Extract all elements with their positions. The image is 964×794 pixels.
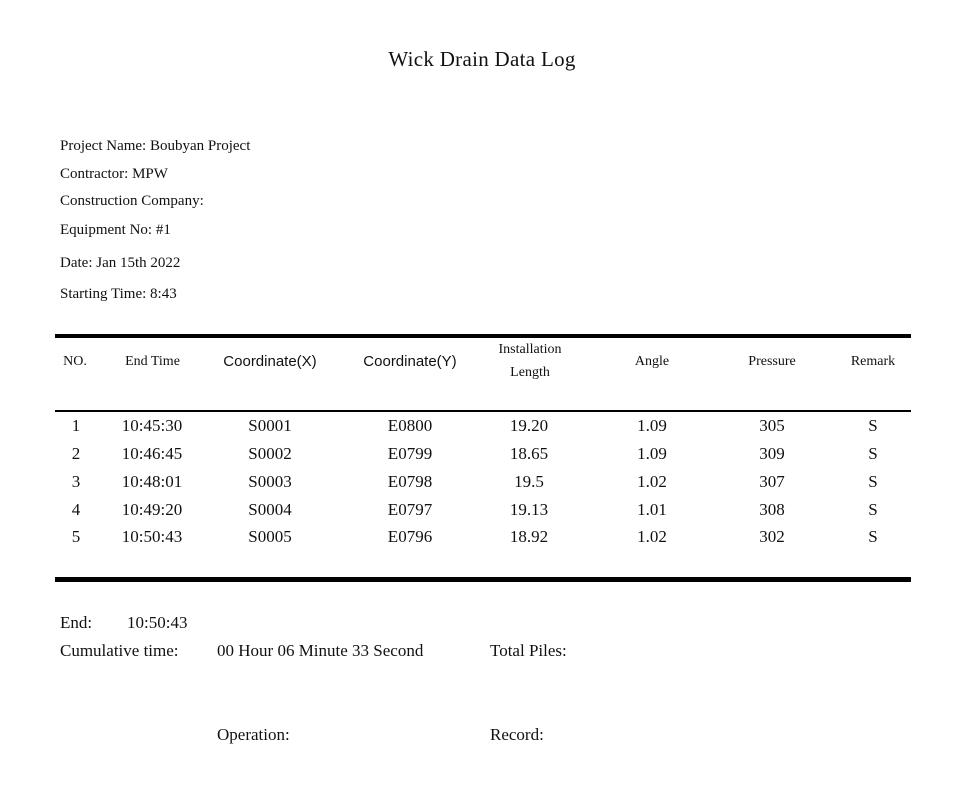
total-piles-label: Total Piles: bbox=[490, 641, 567, 660]
end-label: End: bbox=[60, 613, 93, 632]
starting-time-label: Starting Time: bbox=[60, 286, 147, 302]
header-coordinate-y: Coordinate(Y) bbox=[363, 353, 457, 370]
cell-remark: S bbox=[868, 444, 878, 463]
cell-pressure: 308 bbox=[759, 500, 785, 519]
cell-end-time: 10:45:30 bbox=[121, 416, 183, 435]
cell-installation-length: 18.65 bbox=[509, 444, 549, 463]
cell-pressure: 305 bbox=[759, 416, 785, 435]
contractor-value: MPW bbox=[132, 166, 168, 182]
cell-remark: S bbox=[868, 416, 878, 435]
cell-coordinate-y: E0799 bbox=[387, 444, 433, 463]
cell-coordinate-y: E0796 bbox=[387, 527, 433, 546]
date-label: Date: bbox=[60, 255, 93, 271]
cell-angle: 1.01 bbox=[637, 500, 667, 519]
project-name-label: Project Name: bbox=[60, 138, 147, 154]
cell-pressure: 302 bbox=[759, 527, 785, 546]
cell-pressure: 307 bbox=[759, 472, 785, 491]
cell-remark: S bbox=[868, 500, 878, 519]
cell-coordinate-x: S0001 bbox=[248, 416, 292, 435]
equipment-no-label: Equipment No: bbox=[60, 222, 153, 238]
project-name-value: Boubyan Project bbox=[149, 138, 251, 154]
cell-angle: 1.09 bbox=[637, 444, 667, 463]
end-value: 10:50:43 bbox=[127, 613, 188, 632]
header-angle: Angle bbox=[634, 354, 670, 369]
cell-no: 4 bbox=[71, 500, 81, 519]
cell-installation-length: 19.5 bbox=[514, 472, 544, 491]
starting-time-field bbox=[60, 286, 177, 303]
cell-coordinate-x: S0004 bbox=[248, 500, 292, 519]
cell-end-time: 10:48:01 bbox=[121, 472, 183, 491]
contractor-label: Contractor: bbox=[60, 166, 129, 182]
cell-installation-length: 18.92 bbox=[509, 527, 549, 546]
contractor-field bbox=[60, 166, 168, 183]
cell-angle: 1.02 bbox=[637, 527, 667, 546]
page-title: Wick Drain Data Log bbox=[388, 47, 576, 71]
header-no: NO. bbox=[63, 354, 87, 369]
cell-installation-length: 19.20 bbox=[509, 416, 549, 435]
cell-no: 1 bbox=[71, 416, 81, 435]
cell-coordinate-y: E0800 bbox=[387, 416, 433, 435]
cell-angle: 1.09 bbox=[637, 416, 667, 435]
cumulative-time-label: Cumulative time: bbox=[60, 641, 179, 660]
cell-pressure: 309 bbox=[759, 444, 785, 463]
cell-end-time: 10:50:43 bbox=[121, 527, 183, 546]
header-length: Length bbox=[510, 365, 550, 380]
cumulative-time-value: 00 Hour 06 Minute 33 Second bbox=[217, 641, 424, 660]
header-end-time: End Time bbox=[125, 354, 180, 369]
construction-company-label: Construction Company: bbox=[60, 193, 204, 209]
cell-remark: S bbox=[868, 527, 878, 546]
equipment-no-value: #1 bbox=[155, 222, 171, 238]
cell-installation-length: 19.13 bbox=[509, 500, 549, 519]
date-value: Jan 15th 2022 bbox=[96, 255, 181, 271]
cell-remark: S bbox=[868, 472, 878, 491]
cell-coordinate-x: S0003 bbox=[248, 472, 292, 491]
header-remark: Remark bbox=[850, 354, 896, 369]
cell-coordinate-y: E0798 bbox=[387, 472, 433, 491]
table-bottom-rule bbox=[55, 577, 911, 582]
cell-no: 2 bbox=[71, 444, 81, 463]
cell-angle: 1.02 bbox=[637, 472, 667, 491]
cell-end-time: 10:46:45 bbox=[121, 444, 183, 463]
operation-label: Operation: bbox=[217, 725, 290, 744]
construction-company-field bbox=[60, 193, 204, 210]
header-divider bbox=[55, 410, 911, 412]
header-coordinate-x: Coordinate(X) bbox=[223, 353, 317, 370]
date-field bbox=[60, 255, 180, 272]
record-label: Record: bbox=[490, 725, 544, 744]
equipment-no-field bbox=[60, 222, 171, 239]
cell-coordinate-x: S0005 bbox=[248, 527, 292, 546]
cell-no: 5 bbox=[71, 527, 81, 546]
cell-coordinate-x: S0002 bbox=[248, 444, 292, 463]
starting-time-value: 8:43 bbox=[150, 286, 177, 302]
cell-coordinate-y: E0797 bbox=[387, 500, 433, 519]
cell-end-time: 10:49:20 bbox=[121, 500, 183, 519]
header-pressure: Pressure bbox=[748, 354, 796, 369]
cell-no: 3 bbox=[71, 472, 81, 491]
header-installation: Installation bbox=[498, 342, 562, 357]
project-name-field bbox=[60, 138, 250, 155]
